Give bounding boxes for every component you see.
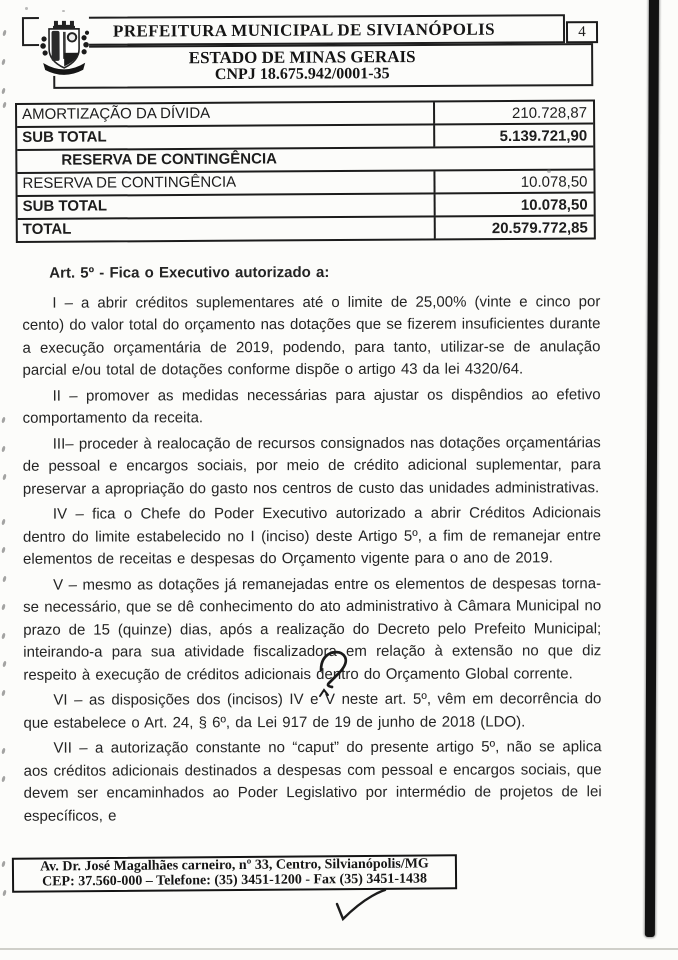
row-value: 10.078,50 (433, 170, 593, 192)
table-row (18, 191, 594, 218)
row-label: SUB TOTAL (22, 128, 107, 146)
scan-artifact (1, 861, 6, 868)
scan-artifact (2, 890, 7, 897)
table-row (17, 168, 593, 195)
page-number-box (566, 21, 598, 43)
scan-artifact (2, 661, 7, 668)
table-row (17, 122, 593, 149)
footer-address: Av. Dr. José Magalhães carneiro, nº 33, Centro, Silvianópolis/MG (40, 856, 429, 875)
footer-contact: CEP: 37.560-000 – Telefone: (35) 3451-1200 - Fax (35) 3451-1438 (42, 870, 428, 890)
clause-vi: VI – as disposições dos (incisos) IV e V neste art. 5º, vêm em decorrência do que estabelece o Art. 24, § 6º, da Lei 917 de 19 de junho de 2018 (LDO). (23, 690, 602, 732)
row-value: 10.078,50 (434, 193, 594, 215)
scan-artifact (2, 102, 7, 109)
scan-artifact (1, 690, 6, 697)
budget-summary-table (15, 99, 596, 243)
scan-artifact (547, 169, 551, 173)
scan-artifact (1, 519, 6, 526)
clause-vii: VII – a autorização constante no “caput” do presente artigo 5º, não se aplica aos créditos adicionais destinados a despesas com pessoal e encargos sociais, que devem ser encaminhados ao Poder Legislativo por intermédio de projetos de lei específicos, e (23, 738, 602, 825)
header-title-box (22, 14, 565, 46)
scan-artifact (1, 88, 6, 95)
section-header-label: RESERVA DE CONTINGÊNCIA (61, 150, 277, 169)
page-number: 4 (578, 24, 586, 41)
scan-artifact (1, 604, 6, 611)
table-section-header-row (17, 145, 593, 172)
scan-artifact (62, 10, 65, 12)
clause-v: V – mesmo as dotações já remanejadas entre os elementos de despesas torna-se necessário, que se dê conhecimento do ato administrativo à Câmara Municipal no prazo de 15 (quinze) dias, após a realização do Decreto pelo Prefeito Municipal; inteirando-a para sua atividade fiscalizadora em relação à extensão no que diz respeito à execução de créditos adicionais dentro do Orçamento Global corrente. (23, 574, 602, 684)
scan-artifact (2, 576, 7, 583)
article-heading: Art. 5º - Fica o Executivo autorizado a: (49, 263, 330, 282)
table-row (18, 214, 594, 241)
municipal-coat-of-arms-icon (33, 13, 95, 79)
row-label: RESERVA DE CONTINGÊNCIA (22, 173, 237, 192)
article-body (22, 261, 601, 831)
header-subtitle-box (53, 43, 593, 89)
scan-artifact (1, 547, 6, 554)
row-label: AMORTIZAÇÃO DA DÍVIDA (22, 104, 211, 123)
municipality-title: PREFEITURA MUNICIPAL DE SIVIANÓPOLIS (112, 19, 496, 41)
row-label: TOTAL (22, 220, 72, 238)
state-label: ESTADO DE MINAS GERAIS (188, 47, 416, 68)
row-label: SUB TOTAL (22, 197, 108, 215)
clause-iii: III– proceder à realocação de recursos consignados nas dotações orçamentárias de pessoal e encargos sociais, por meio de crédito adicional suplementar, para preservar a apropriação do gasto nos centros de custo das unidades administrativas. (22, 433, 601, 498)
scan-artifact (25, 7, 28, 10)
clause-ii: II – promover as medidas necessárias para ajustar os dispêndios ao efetivo comportamento da receita. (22, 385, 601, 427)
row-value: 5.139.721,90 (433, 124, 593, 146)
scan-artifact (1, 748, 6, 755)
clause-iv: IV – fica o Chefe do Poder Executivo autorizado a abrir Créditos Adicionais dentro do limite estabelecido no I (inciso) deste Artigo 5º, a fim de remanejar entre elementos de receitas e despesas do Orçamento vigente para o ano de 2019. (22, 504, 601, 568)
scan-artifact (1, 59, 6, 66)
scan-artifact (2, 474, 7, 481)
scan-artifact (1, 446, 6, 453)
row-value: 20.579.772,85 (434, 216, 594, 238)
row-value: 210.728,87 (433, 101, 593, 123)
page-bottom-edge (0, 948, 678, 950)
footer-address-box (12, 854, 457, 892)
scan-artifact (1, 417, 6, 424)
cnpj-label: CNPJ 18.675.942/0001-35 (214, 65, 390, 84)
clause-i: I – a abrir créditos suplementares até o limite de 25,00% (vinte e cinco por cento) do valor total do orçamento nas dotações que se fizerem insuficientes durante a execução orçamentária de 2019, podendo, para tanto, utilizar-se de anulação parcial e/ou total de dotações conforme dispõe o artigo 43 da lei 4320/64. (22, 292, 601, 379)
scan-artifact (2, 30, 7, 37)
scan-artifact (1, 776, 6, 783)
table-row (17, 101, 593, 126)
scan-artifact (1, 633, 6, 640)
scan-edge-bar (645, 0, 659, 937)
